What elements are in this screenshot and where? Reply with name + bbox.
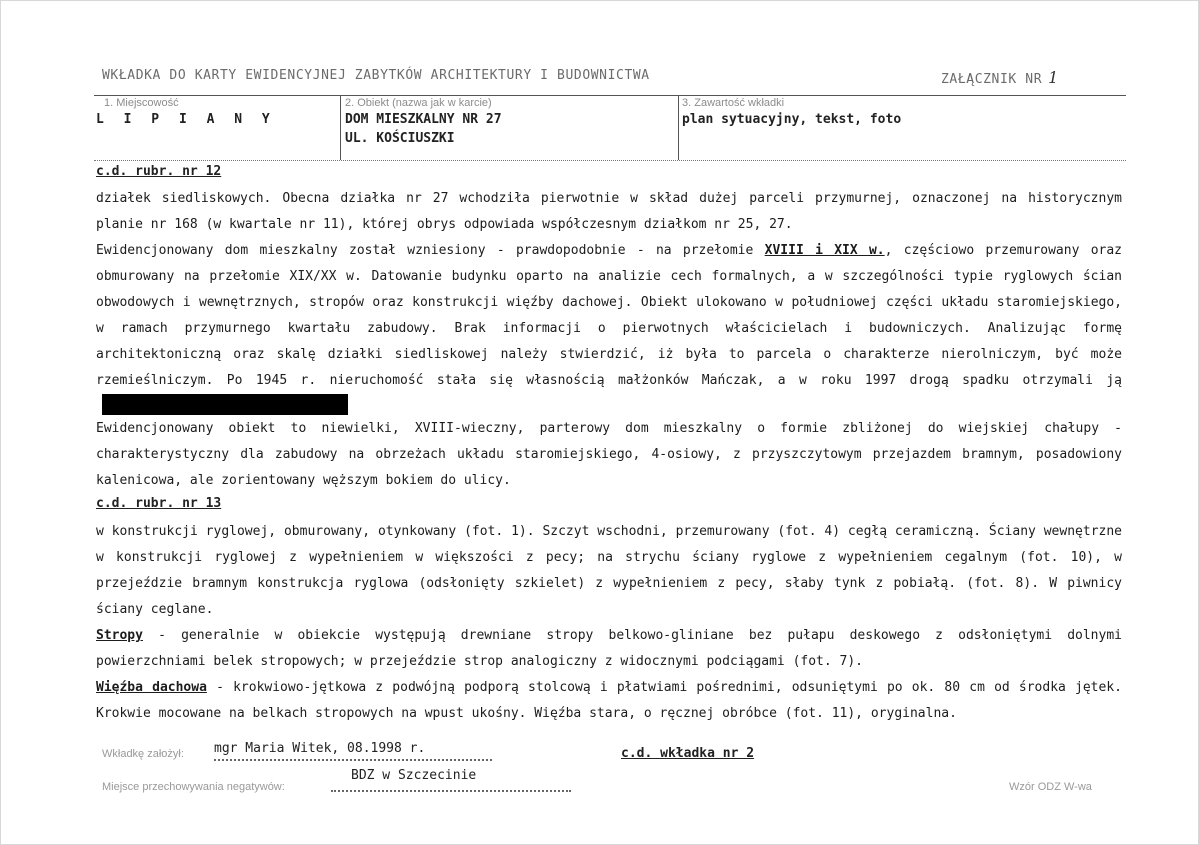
section-heading-12: c.d. rubr. nr 12 — [96, 164, 222, 179]
locality-label: 1. Miejscowość — [104, 97, 179, 109]
century-emphasis: XVIII i XIX w. — [764, 243, 885, 258]
object-label: 2. Obiekt (nazwa jak w karcie) — [345, 97, 492, 109]
header-dotted-rule — [94, 160, 1126, 161]
paragraph-walls: w konstrukcji ryglowej, obmurowany, otynkowany (fot. 1). Szczyt wschodni, przemurowany (fot. 4) cegłą ceramiczną. Ściany wewnętrzne w konstrukcji ryglowej z wypełnieniem w większości z pecy; na strychu ściany ryglowe z wypełnieniem cegalnym (fot. 10), w przejeździe bramnym konstrukcja ryglowa (odsłonięty szkielet) z wypełnieniem z pecy, słaby tynk z pobiałą. (fot. 8). W piwnicy ściany ceglane. — [96, 524, 1122, 617]
header-rule — [94, 95, 1126, 96]
author-dotted-line — [214, 759, 492, 761]
section-heading-13: c.d. rubr. nr 13 — [96, 496, 222, 511]
ceilings-text: - generalnie w obiekcie występują drewniane stropy belkowo-gliniane bez pułapu deskowego z odsłoniętymi dolnymi powierzchniami belek stropowych; w przejeździe strop analogiczny z widocznymi podciągami (fot. 7). — [96, 628, 1122, 669]
column-divider-1 — [340, 96, 341, 160]
roof-truss-term: Więźba dachowa — [96, 680, 207, 695]
next-insert: c.d. wkładka nr 2 — [621, 746, 755, 761]
form-code: Wzór ODZ W-wa — [1009, 781, 1092, 793]
attachment-header — [941, 68, 1059, 87]
negatives-dotted-line — [331, 790, 571, 792]
locality-cell — [96, 97, 276, 128]
locality-value: L I P I A N Y — [96, 112, 276, 127]
paragraph-history — [96, 238, 1122, 420]
history-text-b: , częściowo przemurowany oraz obmurowany na przełomie XIX/XX w. Datowanie budynku oparto na analizie cech formalnych, a w szczególności typie ryglowych ścian obwodowych i wewnętrznych, stropów oraz konstrukcji więźby dachowej. Obiekt ulokowano w południowej części układu staromiejskiego, w ramach przymurnego kwartału zabudowy. Brak informacji o pierwotnych właścicielach i budowniczych. Analizując formę architektoniczną oraz skalę działki siedliskowej należy stwierdzić, iż była to parcela o charakterze nierolniczym, być może rzemieślniczym. Po 1945 r. nieruchomość stała się własnością małżonków Mańczak, a w roku 1997 drogą spadku otrzymali ją — [96, 243, 1122, 388]
paragraph-description: Ewidencjonowany obiekt to niewielki, XVIII-wieczny, parterowy dom mieszkalny o formie zbliżonej do wiejskiej chałupy - charakterystyczny dla zabudowy na obrzeżach układu staromiejskiego, 4-osiowy, z przyszczytowym przejazdem bramnym, posadowiony kalenicowa, ale zorientowany węższym bokiem do ulicy. — [96, 421, 1122, 488]
author-value: mgr Maria Witek, 08.1998 r. — [214, 741, 426, 756]
object-line-2: UL. KOŚCIUSZKI — [345, 131, 455, 146]
history-text-a: Ewidencjonowany dom mieszkalny został wzniesiony - prawdopodobnie - na przełomie — [96, 243, 754, 258]
contents-cell — [682, 97, 901, 128]
object-cell — [345, 97, 502, 147]
paragraph-plot: działek siedliskowych. Obecna działka nr 27 wchodziła pierwotnie w skład dużej parceli przymurnej, oznaczonej na historycznym planie nr 168 (w kwartale nr 11), której obrys odpowiada współczesnym działkom nr 25, 27. — [96, 191, 1122, 232]
negatives-label: Miejsce przechowywania negatywów: — [102, 781, 285, 793]
sheet-title: WKŁADKA DO KARTY EWIDENCYJNEJ ZABYTKÓW ARCHITEKTURY I BUDOWNICTWA — [102, 68, 650, 83]
paragraph-ceilings — [96, 623, 1122, 675]
negatives-value: BDZ w Szczecinie — [351, 768, 477, 783]
ceilings-term: Stropy — [96, 628, 143, 643]
contents-label: 3. Zawartość wkładki — [682, 97, 785, 109]
attachment-label: ZAŁĄCZNIK NR — [941, 72, 1043, 87]
redaction-bar — [102, 394, 348, 415]
paragraph-roof-truss — [96, 675, 1122, 727]
contents-value: plan sytuacyjny, tekst, foto — [682, 112, 902, 127]
attachment-number: 1 — [1048, 68, 1059, 87]
object-line-1: DOM MIESZKALNY NR 27 — [345, 112, 502, 127]
author-label: Wkładkę założył: — [102, 748, 184, 760]
column-divider-2 — [678, 96, 679, 160]
roof-truss-text: - krokwiowo-jętkowa z podwójną podporą stolcową i płatwiami pośrednimi, odsuniętymi po ok. 80 cm od środka jętek. Krokwie mocowane na belkach stropowych na wpust ukośny. Więźba stara, o ręcznej obróbce (fot. 11), oryginalna. — [96, 680, 1122, 721]
